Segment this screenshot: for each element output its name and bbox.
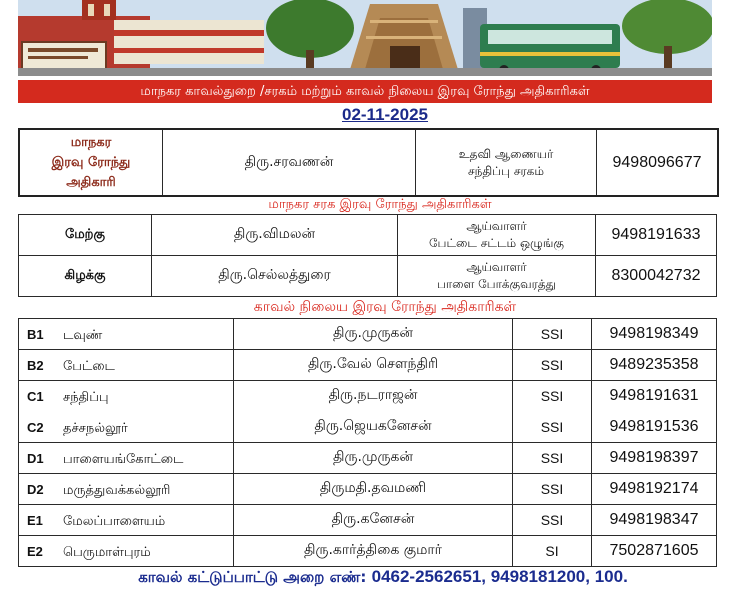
- station-name: டவுண்: [63, 328, 103, 343]
- officer-rank: SSI: [513, 412, 592, 443]
- phone-number: 9498096677: [597, 129, 719, 196]
- designation-line: சந்திப்பு சரகம்: [467, 163, 545, 178]
- phone-number: 9489235358: [592, 350, 717, 381]
- table-row: [19, 129, 718, 196]
- phone-number: 9498192174: [592, 474, 717, 505]
- station-name: பாளையங்கோட்டை: [63, 452, 184, 467]
- officer-name: திரு.விமலன்: [152, 215, 398, 256]
- station-code: E2: [27, 544, 43, 559]
- role-line: இரவு ரோந்து: [51, 154, 131, 170]
- station-code: C1: [27, 389, 44, 405]
- officer-rank: SI: [513, 536, 592, 567]
- table-row: [19, 319, 717, 350]
- officer-rank: SSI: [513, 319, 592, 350]
- table-row: [19, 505, 717, 536]
- station-cell: [19, 443, 234, 474]
- table-row: [19, 443, 717, 474]
- table-row: [19, 381, 717, 412]
- phone-number: 9498191631: [592, 381, 717, 412]
- station-code: B1: [27, 327, 44, 342]
- table-row: [19, 350, 717, 381]
- station-name: சந்திப்பு: [63, 390, 109, 406]
- control-room-footer: [18, 567, 712, 587]
- table-row: [19, 536, 717, 567]
- station-cell: [19, 505, 234, 536]
- station-code: D1: [27, 451, 44, 466]
- officer-rank: SSI: [513, 381, 592, 412]
- officer-name: திரு.சரவணன்: [163, 129, 416, 196]
- phone-number: 9498198349: [592, 319, 717, 350]
- station-cell: [19, 350, 234, 381]
- officer-name: திரு.முருகன்: [234, 443, 513, 474]
- station-code: B2: [27, 358, 44, 373]
- station-cell: [19, 474, 234, 505]
- phone-number: 8300042732: [596, 256, 717, 297]
- phone-number: 7502871605: [592, 536, 717, 567]
- officer-rank: SSI: [513, 350, 592, 381]
- range-section-heading: மாநகர சரக இரவு ரோந்து அதிகாரிகள்: [268, 197, 492, 212]
- phone-number: 9498198347: [592, 505, 717, 536]
- city-landmarks-image: [18, 0, 712, 76]
- officer-rank: SSI: [513, 474, 592, 505]
- table-row: [19, 412, 717, 443]
- station-cell: [19, 412, 234, 443]
- phone-number: 9498191633: [596, 215, 717, 256]
- header-photo-banner: [18, 0, 712, 76]
- role-line: அதிகாரி: [66, 174, 116, 190]
- station-code: C2: [27, 419, 44, 435]
- officer-rank: SSI: [513, 505, 592, 536]
- station-name: பேட்டை: [63, 359, 115, 374]
- station-cell: [19, 536, 234, 567]
- designation-line: பாளை போக்குவரத்து: [436, 277, 557, 291]
- control-room-numbers: 0462-2562651, 9498181200, 100.: [371, 567, 628, 586]
- station-code: D2: [27, 482, 44, 497]
- officer-name: திரு.நடராஜன்: [234, 381, 513, 412]
- role-cell: [19, 129, 163, 196]
- officer-rank: SSI: [513, 443, 592, 474]
- designation-line: பேட்டை சட்டம் ஒழுங்கு: [429, 236, 564, 250]
- station-code: E1: [27, 513, 43, 528]
- station-section-heading: காவல் நிலைய இரவு ரோந்து அதிகாரிகள்: [253, 299, 517, 315]
- officer-name: திரு.ஜெயகனேசன்: [234, 412, 513, 443]
- station-cell: [19, 319, 234, 350]
- table-row: [19, 474, 717, 505]
- officer-name: திரு.முருகன்: [234, 319, 513, 350]
- officer-name: திரு.வேல் சௌந்திரி: [234, 350, 513, 381]
- table-row: [19, 256, 717, 297]
- designation-line: ஆய்வாளர்: [466, 219, 527, 233]
- range-officers-table: [18, 214, 717, 297]
- station-name: பெருமாள்புரம்: [63, 545, 151, 560]
- station-name: தச்சநல்லூர்: [63, 420, 128, 436]
- designation-cell: [398, 256, 596, 297]
- designation-line: ஆய்வாளர்: [466, 260, 527, 274]
- station-cell: [19, 381, 234, 412]
- city-officer-table: [18, 128, 719, 197]
- designation-cell: [398, 215, 596, 256]
- station-officers-table: [18, 318, 717, 567]
- report-date: 02-11-2025: [341, 105, 429, 124]
- station-name: மருத்துவக்கல்லூரி: [63, 483, 171, 498]
- designation-cell: [416, 129, 597, 196]
- phone-number: 9498198397: [592, 443, 717, 474]
- station-name: மேலப்பாளையம்: [63, 514, 166, 529]
- phone-number: 9498191536: [592, 412, 717, 443]
- designation-line: உதவி ஆணையர்: [458, 146, 554, 161]
- area-label: மேற்கு: [19, 215, 152, 256]
- officer-name: திரு.கனேசன்: [234, 505, 513, 536]
- role-line: மாநகர: [70, 134, 112, 150]
- area-label: கிழக்கு: [19, 256, 152, 297]
- officer-name: திரு.கார்த்திகை குமார்: [234, 536, 513, 567]
- control-room-label: காவல் கட்டுப்பாட்டு அறை எண்:: [138, 568, 367, 586]
- title-banner: மாநகர காவல்துறை /சரகம் மற்றும் காவல் நிலைய இரவு ரோந்து அதிகாரிகள்: [18, 80, 712, 103]
- officer-name: திருமதி.தவமணி: [234, 474, 513, 505]
- officer-name: திரு.செல்லத்துரை: [152, 256, 398, 297]
- table-row: [19, 215, 717, 256]
